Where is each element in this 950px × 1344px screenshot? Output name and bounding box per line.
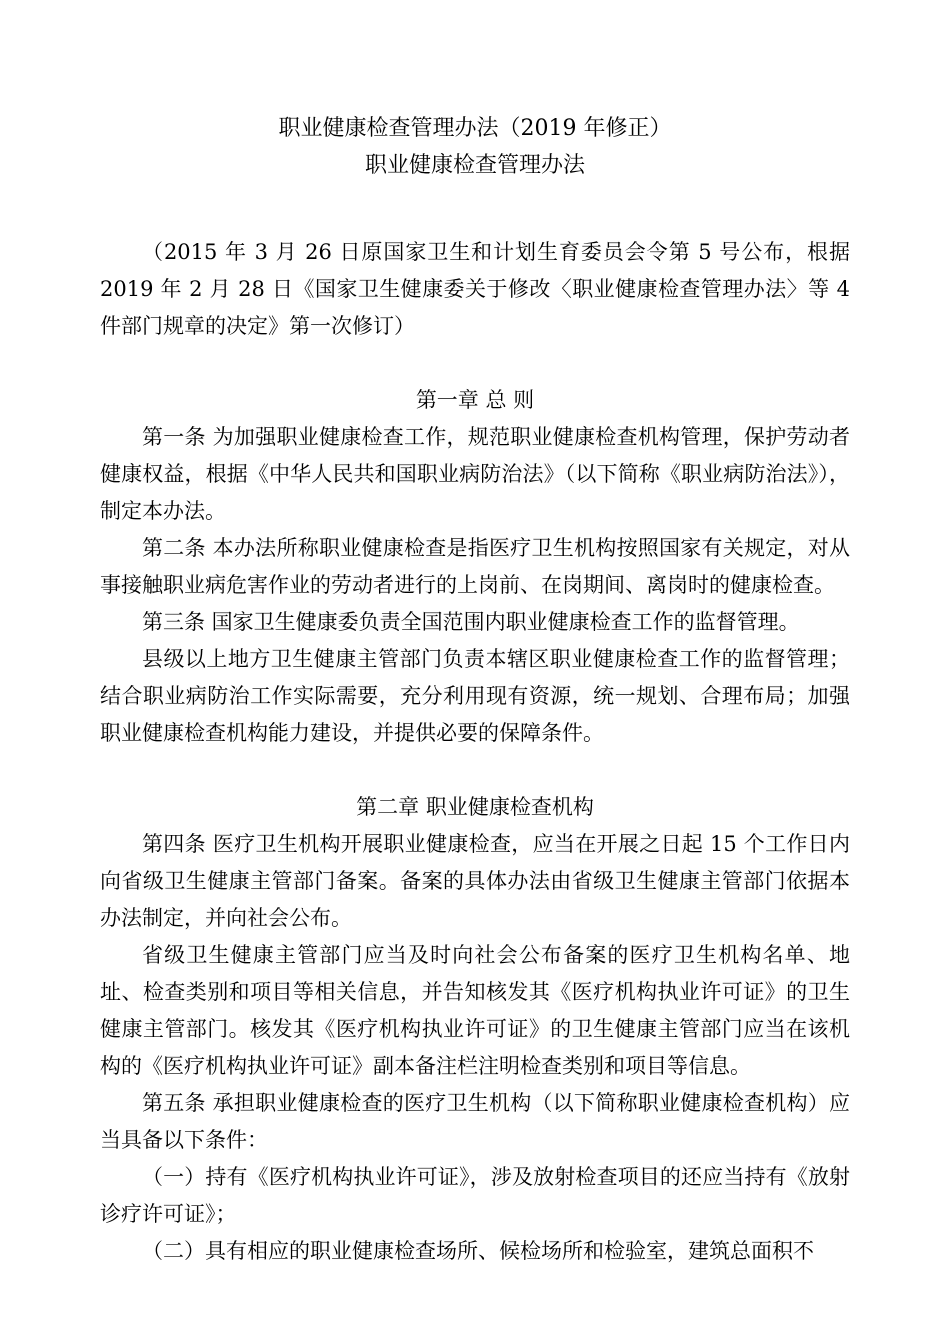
document-title: 职业健康检查管理办法（2019 年修正） — [278, 116, 672, 141]
article-4-paragraph-2: 省级卫生健康主管部门应当及时向社会公布备案的医疗卫生机构名单、地址、检查类别和项目等相关信息，并告知核发其《医疗机构执业许可证》的卫生健康主管部门。核发其《医疗机构执业许可证》的卫生健康主管部门应当在该机构的《医疗机构执业许可证》副本备注栏注明检查类别和项目等信息。 — [100, 943, 850, 1078]
spacer — [100, 752, 850, 789]
spacer — [100, 345, 850, 382]
article-4: 第四条 医疗卫生机构开展职业健康检查，应当在开展之日起 15 个工作日内向省级卫生健康主管部门备案。备案的具体办法由省级卫生健康主管部门依据本办法制定，并向社会公布。 — [100, 832, 850, 930]
article-5-item-2: （二）具有相应的职业健康检查场所、候检场所和检验室，建筑总面积不 — [142, 1239, 814, 1263]
article-3: 第三条 国家卫生健康委负责全国范围内职业健康检查工作的监督管理。 — [142, 610, 800, 634]
article-1: 第一条 为加强职业健康检查工作，规范职业健康检查机构管理，保护劳动者健康权益，根据《中华人民共和国职业病防治法》（以下简称《职业病防治法》），制定本办法。 — [100, 425, 850, 523]
article-3-paragraph-2: 县级以上地方卫生健康主管部门负责本辖区职业健康检查工作的监督管理；结合职业病防治工作实际需要，充分利用现有资源，统一规划、合理布局；加强职业健康检查机构能力建设，并提供必要的保障条件。 — [100, 647, 850, 745]
article-2: 第二条 本办法所称职业健康检查是指医疗卫生机构按照国家有关规定，对从事接触职业病危害作业的劳动者进行的上岗前、在岗期间、离岗时的健康检查。 — [100, 536, 850, 597]
chapter-2-heading: 第二章 职业健康检查机构 — [356, 795, 594, 819]
article-5: 第五条 承担职业健康检查的医疗卫生机构（以下简称职业健康检查机构）应当具备以下条件： — [100, 1091, 850, 1152]
article-5-item-1: （一）持有《医疗机构执业许可证》，涉及放射检查项目的还应当持有《放射诊疗许可证》； — [100, 1165, 850, 1226]
document-subtitle: 职业健康检查管理办法 — [364, 153, 585, 178]
preamble-paragraph: （2015 年 3 月 26 日原国家卫生和计划生育委员会令第 5 号公布，根据 2019 年 2 月 28 日《国家卫生健康委关于修改〈职业健康检查管理办法〉等 4 件部门规章的决定》第一次修订） — [100, 240, 850, 338]
chapter-1-heading: 第一章 总 则 — [415, 388, 535, 412]
title-block — [100, 110, 850, 184]
